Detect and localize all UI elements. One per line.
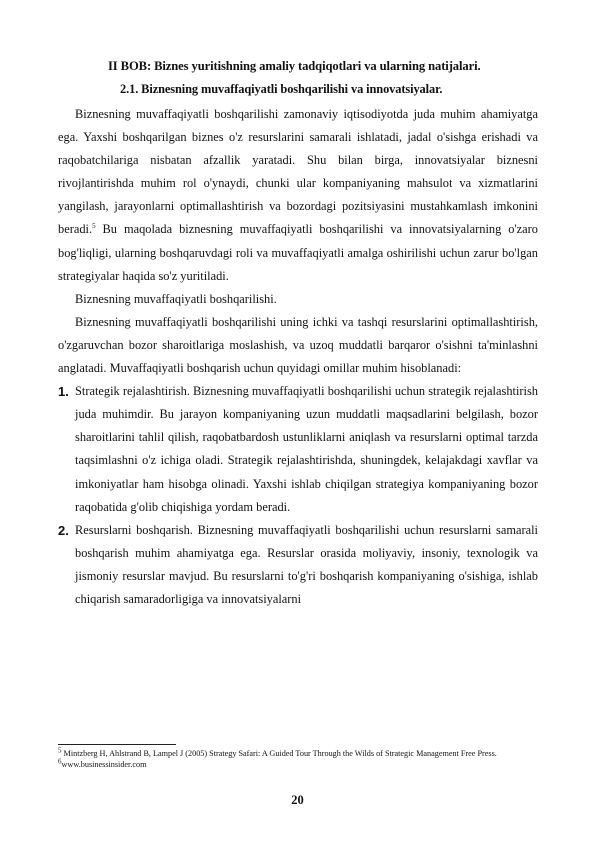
footnote: [58, 759, 538, 770]
list-item-text: Strategik rejalashtirish. Biznesning muvaffaqiyatli boshqarilishi uchun strategik rejalashtirish juda muhimdir. Bu jarayon kompaniyaning uzun muddatli maqsadlarini belgilash, bozor sharoitlarini tahlil qilish, raqobatbardosh ustunliklarni aniqlash va resurslarni optimal tarzda taqsimlashni o'z ichiga oladi. Strategik rejalashtirishda, shuningdek, kelajakdagi xavflar va imkoniyatlar ham hisobga olinadi. Yaxshi ishlab chiqilgan strategiya kompaniyaning bozor raqobatida g'olib chiqishiga yordam beradi.: [75, 384, 538, 514]
paragraph-factors: Biznesning muvaffaqiyatli boshqarilishi uning ichki va tashqi resurslarini optimallashtirish, o'zgaruvchan bozor sharoitlariga moslashish, va uzoq muddatli barqaror o'sishni ta'minlashni anglatadi. Muvaffaqiyatli boshqarish uchun quyidagi omillar muhim hisoblanadi:: [58, 314, 538, 376]
footnote-marker: 5: [58, 746, 62, 755]
footnote-text: Mintzberg H, Ahlstrand B, Lampel J (2005) Strategy Safari: A Guided Tour Through the Wilds of Strategic Management Free Press.: [63, 749, 497, 758]
list-item: [58, 380, 538, 519]
list-item-number: 1.: [58, 384, 69, 400]
section-title: 2.1. Biznesning muvaffaqiyatli boshqarilishi va innovatsiyalar.: [120, 82, 443, 96]
body-text: [58, 103, 538, 611]
paragraph-intro: [58, 103, 538, 288]
subheading-paragraph: Biznesning muvaffaqiyatli boshqarilishi.: [75, 291, 277, 306]
footnote: [58, 748, 538, 759]
footnotes: [58, 748, 538, 770]
list-item-text: Resurslarni boshqarish. Biznesning muvaffaqiyatli boshqarilishi uchun resurslarni samarali boshqarish muhim ahamiyatga ega. Resurslar orasida moliyaviy, insoniy, texnologik va jismoniy resurslar mavjud. Bu resurslarni to'g'ri boshqarish kompaniyaning o'sishiga, ishlab chiqarish samaradorligiga va innovatsiyalarni: [75, 522, 538, 606]
paragraph-intro-text: Biznesning muvaffaqiyatli boshqarilishi zamonaviy iqtisodiyotda juda muhim ahamiyatga ega. Yaxshi boshqarilgan biznes o'z resurslarini samarali ishlatadi, jadal o'sishga erishadi va raqobatchilariga nisbatan afzallik yaratadi. Shu bilan birga, innovatsiyalar biznesni rivojlantirishda muhim rol o'ynaydi, chunki ular kompaniyaning mahsulot va xizmatlarini yangilash, jarayonlarni optimallashtirish va bozordagi pozitsiyasini mustahkamlash imkonini beradi.: [58, 107, 538, 237]
page-number: 20: [291, 793, 304, 807]
paragraph-intro-continuation: Bu maqolada biznesning muvaffaqiyatli boshqarilishi va innovatsiyalarning o'zaro bog'liqligi, ularning boshqaruvdagi roli va muvaffaqiyatli amalga oshirilishi uchun zarur bo'lgan strategiyalar haqida so'z yuritiladi.: [58, 222, 538, 283]
list-item-number: 2.: [58, 522, 69, 538]
footnote-divider: [58, 744, 176, 745]
footnote-reference[interactable]: 5: [92, 222, 96, 231]
chapter-title: II BOB: Biznes yuritishning amaliy tadqiqotlari va ularning natijalari.: [108, 59, 481, 73]
list-item: [58, 519, 538, 611]
footnote-text: www.businessinsider.com: [61, 760, 147, 770]
footnote-marker: 6: [58, 757, 62, 766]
